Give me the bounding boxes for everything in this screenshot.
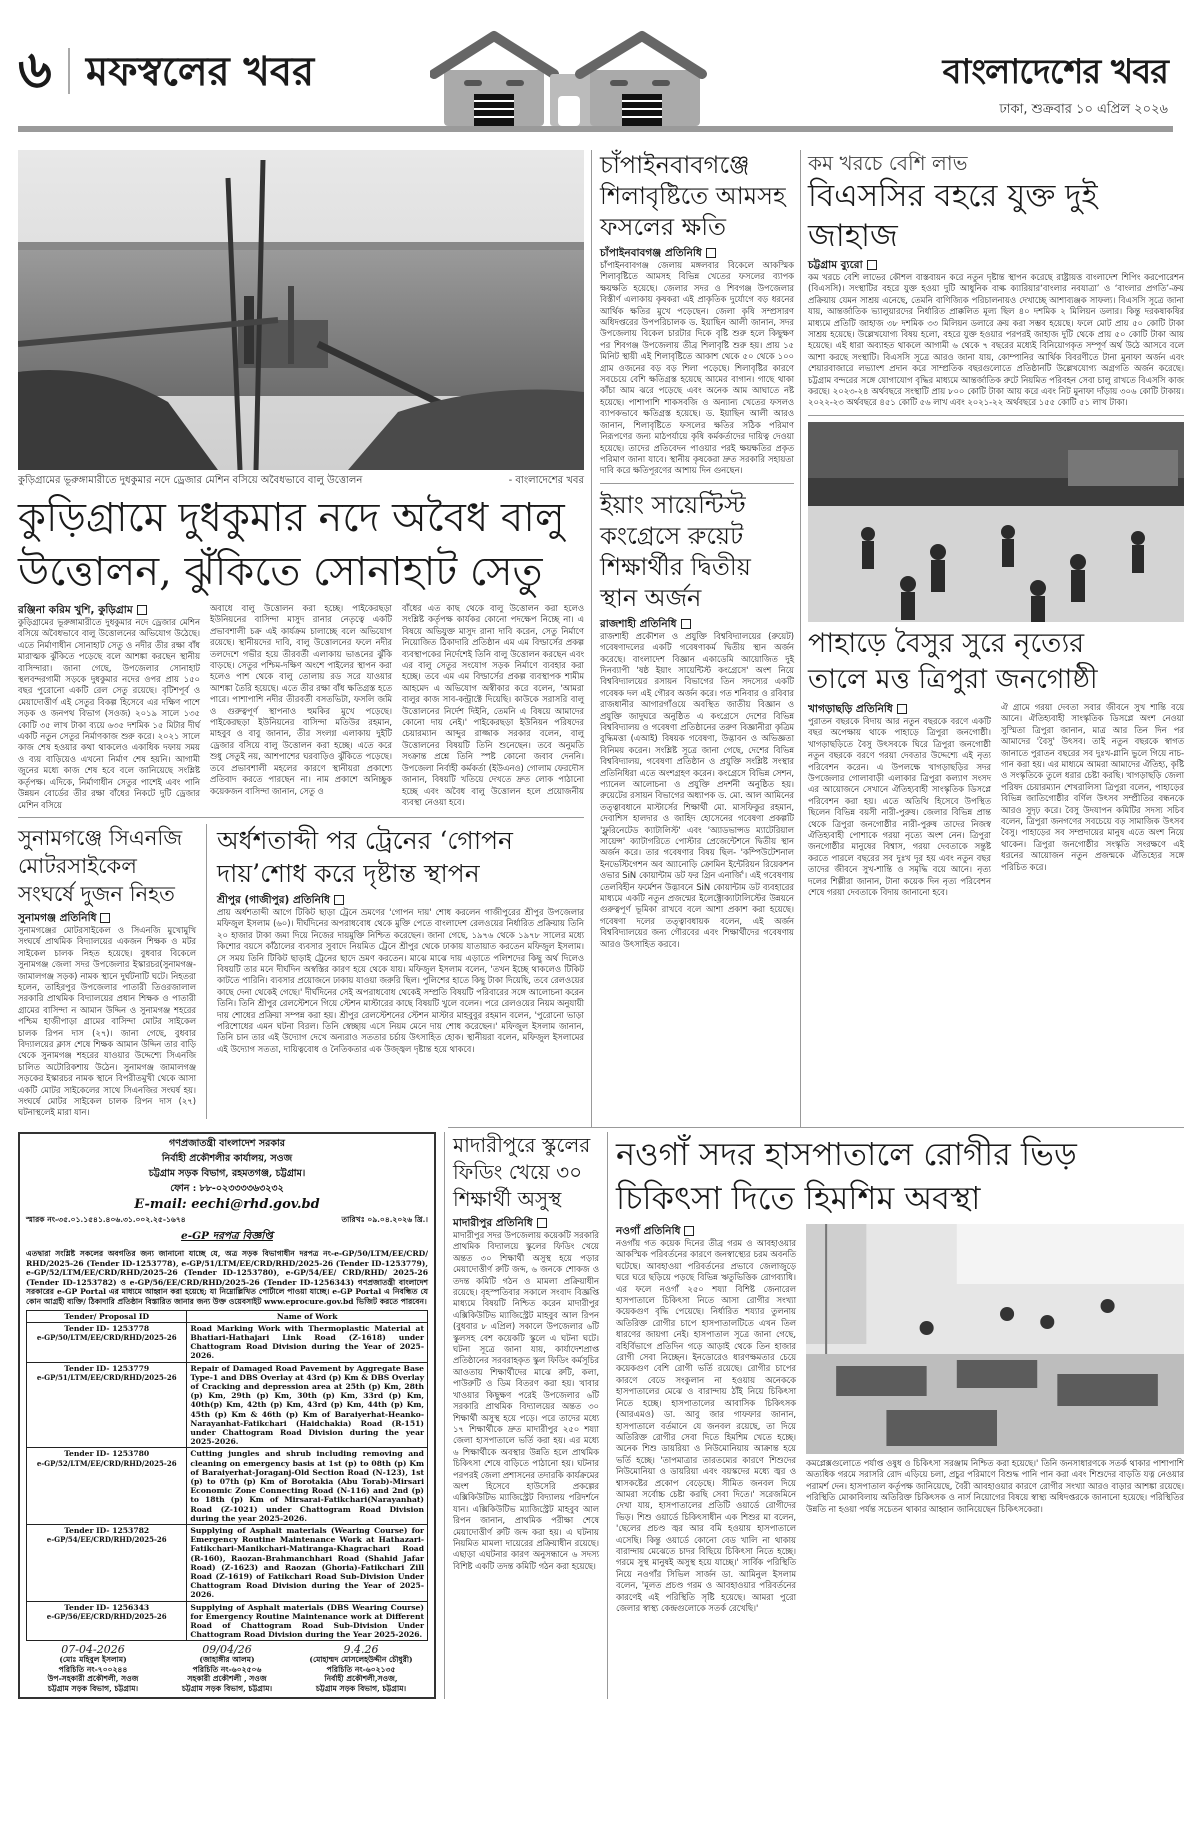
tender-id: Tender ID- 1256343 bbox=[64, 1602, 150, 1612]
section-rule bbox=[18, 817, 584, 818]
signatory-name: (মোঃ মহিবুল ইসলাম) bbox=[59, 1655, 127, 1665]
house-icon bbox=[430, 30, 710, 126]
train-headline-line2: দায়’শোধ করে দৃষ্টান্ত স্থাপন bbox=[217, 858, 480, 888]
sunamganj-byline bbox=[18, 911, 196, 925]
section-rule bbox=[600, 483, 794, 484]
ad-header-division: চট্টগ্রাম সড়ক বিভাগ, রহমতগঞ্জ, চট্টগ্রাম। bbox=[148, 1168, 306, 1179]
signatory-office: চট্টগ্রাম সড়ক বিভাগ, চট্টগ্রাম। bbox=[181, 1683, 273, 1693]
train-byline bbox=[217, 893, 584, 907]
bsc-byline-text: চট্টগ্রাম ব্যুরো bbox=[808, 259, 863, 271]
ad-memo-number: স্মারক নং-৩৫.০১.১৫৪১.৪০৬.৩১.০০২.২৫-১৬৭৪ bbox=[26, 1215, 186, 1224]
lead-headline bbox=[18, 491, 584, 599]
ad-email: E-mail: eechi@rhd.gov.bd bbox=[134, 1197, 320, 1212]
lead-byline bbox=[18, 603, 200, 617]
signatory-id: পরিচিতি নং-৬০২৫০৬ bbox=[192, 1664, 262, 1674]
naogaon-byline bbox=[616, 1224, 796, 1238]
lead-body-columns bbox=[18, 603, 584, 811]
byline-box-icon bbox=[681, 619, 691, 629]
byline-box-icon bbox=[684, 1226, 694, 1236]
tender-table-header-id: Tender/ Proposal ID bbox=[27, 1310, 187, 1322]
tender-work-cell: Road Marking Work with Thermoplastic Material at Bhatiari-Hathajari Link Road (Z-1618) under Chattogram Road Division during the Year of 2025-2026. bbox=[187, 1322, 428, 1362]
train-headline bbox=[217, 824, 584, 890]
page-number: ৬ bbox=[18, 39, 52, 100]
train-body: প্রায় অর্ধশতাব্দী আগে টিকিট ছাড়া ট্রেনে ভ্রমণের 'গোপন দায়' শোধ করলেন গাজীপুরের শ্রীপুর উপজেলার মফিজুল ইসলাম (৬০)। দীর্ঘদিনের অপরাধবোধ থেকে মুক্তি পেতে বাংলাদেশ রেলওয়ের নির্ধারিত প্রক্রিয়ায় তিনি ২০ হাজার টাকা জমা দিয়ে নিজের দায়মুক্তি নিশ্চিত করেছেন। জানা গেছে, ১৯৭৬ থেকে ১৯৭৮ সালের মধ্যে কিশোর বয়সে কাঁঠালের ব্যবসার সুবাদে নিয়মিত ট্রেনে শ্রীপুর থেকে ঢাকায় যাতায়াত করতেন মফিজুল ইসলাম। সে সময় তিনি টিকিট ছাড়াই ট্রেনের ছাদে ভ্রমণ করতেন। মাঝে মাঝে দায় এড়াতে পলিশদের কিছু অর্থ দিলেও বিষয়টি তার মনে দীর্ঘদিন অস্বস্তির কারণ হয়ে থেকে যায়। মফিজুল ইসলাম বলেন, 'তখন ইচ্ছে থাকলেও টিকিট কাটতে পারিনি। ব্যবসার প্রয়োজনে ঢাকায় যাওয়া জরুরি ছিল। পুলিশের হাতে কিছু টাকা দিয়েছি, তবে রেলওয়ের কাছে দেনা থেকেই গেছে।' দীর্ঘদিনের সেই অপরাধবোধ থেকেই সম্প্রতি বিষয়টি পরিবারের সঙ্গে আলোচনা করেন তিনি। তিনি শ্রীপুর রেলস্টেশনে গিয়ে স্টেশন মাস্টারের কাছে বিষয়টি খুলে বলেন। পরে রেলওয়ের নিয়ম অনুযায়ী দায় শোধের প্রক্রিয়া সম্পন্ন করা হয়। শ্রীপুর রেলস্টেশনের স্টেশন মাস্টার মাহবুবুর রহমান বলেন, 'পুরোনো ভাড়া পরিশোধের এমন ঘটনা বিরল। তিনি স্বেচ্ছায় এসে নিয়ম মেনে দায় শোধ করেছেন।' মফিজুল ইসলাম জানান, তিনি চান তার এই উদ্যোগ দেখে অন্যরাও সততার চর্চায় উৎসাহিত হোক। স্থানীয়রা বলেন, মফিজুল ইসলামের এই উদ্যোগ সততা, দায়িত্ববোধ ও নৈতিকতার এক উজ্জ্বল দৃষ্টান্ত হয়ে থাকবে। bbox=[217, 906, 584, 1054]
masthead-rule bbox=[18, 126, 1173, 132]
lead-photo-dredger bbox=[18, 150, 584, 470]
bsc-kicker: কম খরচে বেশি লাভ bbox=[808, 151, 968, 175]
byline-box-icon bbox=[137, 605, 147, 615]
tender-table-row bbox=[27, 1362, 428, 1448]
lead-col1-wrap bbox=[18, 603, 200, 811]
lead-byline-text: রঞ্জিনা করিম খুশি, কুড়িগ্রাম bbox=[18, 604, 133, 616]
tender-table-row bbox=[27, 1525, 428, 1602]
tender-notice-ad bbox=[18, 1132, 436, 1699]
tripura-body-columns bbox=[808, 702, 1184, 899]
chapai-byline-text: চাঁপাইনবাবগঞ্জ প্রতিনিধি bbox=[600, 247, 702, 259]
train-story bbox=[217, 824, 584, 1119]
signature-mark: 09/04/26 bbox=[202, 1643, 252, 1657]
newspaper-logo: বাংলাদেশের খবর bbox=[942, 52, 1168, 92]
tripura-headline-line2: তালে মত্ত ত্রিপুরা জনগোষ্ঠী bbox=[808, 663, 1098, 695]
naogaon-headline-line2: চিকিৎসা দিতে হিমশিম অবস্থা bbox=[616, 1179, 981, 1217]
signatory bbox=[294, 1645, 428, 1693]
ad-intro: এতদ্বারা সংশ্লিষ্ট সকলের অবগতির জন্য জানানো যাচ্ছে যে, অত্র সড়ক বিভাগাধীন দরপত্র নং-e-GP/50/LTM/EE/CRD/ RHD/2025-26 (Tender ID-1253778), e-GP/51/LTM/EE/CRD/RHD/2025-26 (Tender ID-1253779), e-GP/52/LTM/EE/CRD/RHD/2025-26 (Tender ID-1253780), e-GP/54/EE/ CRD/RHD/ 2025-26 (Tender ID-1253782) ও e-GP/56/EE/CRD/RHD/2025-26 (Tender ID-1256343) গণপ্রজাতন্ত্রী বাংলাদেশ সরকারের e-GP Portal এর মাধ্যমে আহ্বান করা হয়েছে; যা নিম্নোল্লিখিত পোর্টালে পাওয়া যাচ্ছে। e-GP Portal এ নিবন্ধিত যে কোন আগ্রহী ব্যক্তি/ ঠিকাদারি প্রতিষ্ঠান বিস্তারিত জানার জন্য উক্ত ওয়েবসাইট www.eprocure.gov.bd ভিজিট করতে পারবেন। bbox=[26, 1249, 428, 1306]
madaripur-headline: মাদারীপুরে স্কুলের ফিডিং খেয়ে ৩০ শিক্ষার্থী অসুস্থ bbox=[453, 1133, 591, 1211]
madaripur-byline-text: মাদারীপুর প্রতিনিধি bbox=[453, 1217, 533, 1229]
lead-photo-caption-row bbox=[18, 474, 584, 487]
madaripur-story bbox=[453, 1132, 599, 1572]
ad-date: তারিখঃ ০৯.০৪.২০২৬ খ্রি.। bbox=[341, 1215, 428, 1224]
ruet-body: রাজশাহী প্রকৌশল ও প্রযুক্তি বিশ্ববিদ্যালয়ের (রুয়েট) গবেষণাদলের একটি গবেষণাকর্ম দ্বিতীয় স্থান অর্জন করেছে। বাংলাদেশ বিজ্ঞান একাডেমি আয়োজিত দুই দিনব্যাপী 'ষষ্ঠ ইয়াং সায়েন্টিস্ট কংগ্রেসে' অংশ নিয়ে বিশ্ববিদ্যালয়ের রসায়ন বিভাগের তিন সদস্যের একটি গবেষক দল এই গৌরব অর্জন করে। গত শনিবার ও রবিবার রাজধানীর আগারগাঁওয়ে অবস্থিত জাতীয় বিজ্ঞান ও প্রযুক্তি জাদুঘরে অনুষ্ঠিত এ কংগ্রেসে দেশের বিভিন্ন বিশ্ববিদ্যালয় ও গবেষণা প্রতিষ্ঠানের তরুণ বিজ্ঞানীরা কৃত্রিম বুদ্ধিমত্তা (এআই) বিষয়ক গবেষণা, উদ্ভাবন ও অভিজ্ঞতা বিনিময় করেন। সংশ্লিষ্ট সূত্রে জানা গেছে, দেশের বিভিন্ন বিশ্ববিদ্যালয়, গবেষণা প্রতিষ্ঠান ও প্রযুক্তি সংশ্লিষ্ট সংস্থার প্রতিনিধিরা এতে অংশগ্রহণ করেন। কংগ্রেসে বিভিন্ন সেশন, প্যানেল আলোচনা ও প্রযুক্তি প্রদর্শনী অনুষ্ঠিত হয়। রুয়েটের রসায়ন বিভাগের অধ্যাপক ড. মো. আল আমিনের তত্ত্বাবধানে মাস্টার্সের শিক্ষার্থী মো. মাসফিকুর রহমান, দেবাশিস হালদার ও জাহিদ হোসেনের গবেষণা প্রকল্পটি 'ফ্লুরিনেটেড ক্যাটালিস্ট' এবং 'অ্যাডভান্সড ম্যাটেরিয়াল সায়েন্স' ক্যাটাগরিতে পোস্টার প্রেজেন্টেশনে দ্বিতীয় স্থান অর্জন করে। তার গবেষণার বিষয় ছিল- 'কম্পিউটেশনাল ইনভেস্টিগেশন অব অ্যানোড়ি ক্রোমিন ইন্টেরিয়ন রিয়েকশন ওভার SiN কোয়ান্টাম ডট ফর গ্রিন এনার্জি'। এই গবেষণায় তেলবিহীন ফর্মেশন উদ্ভাবনে SiN কোয়ান্টাম ডট ব্যবহারের মাধ্যমে একটি নতুন প্রজন্মের ইলেক্ট্রোক্যাটালিস্টের উন্নয়নে গুরুত্বপূর্ণ ভূমিকা রাখবে বলে আশা প্রকাশ করা হয়েছে। গবেষণা দলের তত্ত্বাবধায়ক বলেন, এই অর্জন বিশ্ববিদ্যালয়ের জন্য গৌরবের এবং শিক্ষার্থীদের গবেষণায় আরও উৎসাহিত করবে। bbox=[600, 630, 794, 949]
signatory bbox=[26, 1645, 160, 1693]
bottom-row bbox=[18, 1132, 1184, 1699]
tripura-dance-photo bbox=[808, 422, 1184, 622]
signature-mark: 07-04-2026 bbox=[61, 1643, 125, 1657]
ad-signatures bbox=[26, 1645, 428, 1693]
second-row bbox=[18, 824, 584, 1119]
byline-box-icon bbox=[334, 895, 344, 905]
sunamganj-byline-text: সুনামগঞ্জ প্রতিনিধি bbox=[18, 911, 97, 924]
sunamganj-headline: সুনামগঞ্জে সিএনজি মোটরসাইকেল সংঘর্ষে দুজন নিহত bbox=[18, 825, 183, 906]
tender-ref: e-GP/50/LTM/EE/CRD/RHD/2025-26 bbox=[36, 1332, 177, 1342]
naogaon-headline bbox=[616, 1132, 1184, 1220]
bsc-headline: বিএসসির বহরে যুক্ত দুই জাহাজ bbox=[808, 178, 1098, 254]
lead-photo-caption: কুড়িগ্রামের ভূরুঙ্গামারীতে দুধকুমার নদে ড্রেজার মেশিন বসিয়ে অবৈধভাবে বালু উত্তোলন bbox=[18, 475, 363, 486]
section-rule bbox=[808, 415, 1184, 416]
hospital-ward-photo bbox=[806, 1224, 1184, 1454]
tender-id-cell bbox=[27, 1601, 187, 1641]
byline-box-icon bbox=[867, 260, 877, 270]
tripura-headline bbox=[808, 626, 1184, 698]
middle-column bbox=[600, 150, 794, 950]
ad-phone: ফোন : ৮৮-০২৩৩৩৩৬৩২৩২ bbox=[170, 1183, 284, 1194]
tender-id: Tender ID- 1253779 bbox=[64, 1363, 150, 1373]
tender-work-cell: Supplying of Asphalt materials (Wearing Course) for Emergency Routine Maintenance Work at Hathazari-Fatikchari-Manikchari-Matiranga-Khagrachari Road (R-160), Raozan-Brahmanchhari Road (Shahid Jafar Road) (Z-1623) and Raozan (Ghoria)-Fatikchari Zill Road (Z-1619) of Fatikchari Road Sub-Division Under Chattogram Road Division during the Year of 2025-2026. bbox=[187, 1525, 428, 1602]
column-divider bbox=[444, 1132, 445, 1699]
sunamganj-body: সুনামগঞ্জের মোটরসাইকেল ও সিএনজি মুখোমুখি সংঘর্ষে প্রাথমিক বিদ্যালয়ের একজন শিক্ষক ও মটর সাইকেল চালক নিহত হয়েছে। বুধবার বিকেলে সুনামগঞ্জ জেলা সদর উপজেলার ইস্কারচর(সুনামগঞ্জ- জামালগঞ্জ সড়ক) নামক স্থানে দুর্ঘটনাটি ঘটে। নিহতরা হলেন, তাহিরপুর উপজেলার পাতারী তিওরজালাল সরকারি প্রাথমিক বিদ্যালয়ের প্রধান শিক্ষক ও পাতারী গ্রামের বাসিন্দা ন আমান উদ্দিন ও সুনামগঞ্জ শহরের পশ্চিম হাজীপাড়া গ্রামের বাসিন্দা মোটর সাইকেল চালক রিপন দাস (২৭)। জানা গেছে, বুধবার বিদ্যালয়ের ক্লাস শেষে শিক্ষক আমান উদ্দিন তার বাড়ি থেকে সুনামগঞ্জ শহরের যাওয়ার উদ্দেশ্যে সিএনজি চালিত অটোরিকশায় উঠেন। সুনামগঞ্জ জামালগঞ্জ সড়কের ইস্কারচর নামক স্থানে বিপরীতমুখী থেকে আসা একটি মোটর সাইকেলের সাথে সিএনজির সংঘর্ষ হয়। সংঘর্ষে মোটর সাইকেল চালক রিপন দাস (২৭) ঘটনাস্থলেই মারা যান। bbox=[18, 924, 196, 1118]
madaripur-body: মাদারীপুর সদর উপজেলায় কয়েকটি সরকারি প্রাথমিক বিদ্যালয়ে স্কুলের ফিডিং খেয়ে অন্তত ৩০ শিক্ষার্থী অসুস্থ হয়ে পড়ার মেয়াদোত্তীর্ণ রুটি জব্দ, ৬ জনকে শোকজ ও তদন্ত কমিটি গঠন ও মামলা প্রক্রিয়াধীন রয়েছে। বৃহস্পতিবার সকালে সংবাদ বিজ্ঞপ্তি মাধ্যমে বিষয়টি নিশ্চিত করেন মাদারীপুর এক্সিকিউটিভ ম্যাজিস্ট্রেট মাহবুব আল রিপন (বুধবার ৮ এপ্রিল) সকালে উপজেলার ৬টি স্কুলসহ বেশ কয়েকটি স্কুলে এ ঘটনা ঘটে। ঘটনা সূত্রে জানা যায়, কার্যাদেশপ্রাপ্ত প্রতিষ্ঠানের সরবরাহকৃত স্কুল ফিডিং কর্মসূচির আওতায় শিক্ষার্থীদের মাঝে রুটি, কলা, পাউরুটি ও ডিম বিতরণ করা হয়। খাবার খাওয়ার কিছুক্ষণ পরেই উপজেলার ৬টি সরকারি প্রাথমিক বিদ্যালয়ের অন্তত ৩০ শিক্ষার্থী অসুস্থ হয়ে পড়ে। পরে তাদের মধ্যে ১৭ শিক্ষার্থীকে দ্রুত মাদারীপুর ২৫০ শয্যা জেলা হাসপাতালে ভর্তি করা হয়। এর মধ্যে ৬ শিক্ষার্থীকে অবস্থার উন্নতি হলে প্রাথমিক চিকিৎসা শেষে বাড়িতে পাঠানো হয়। ঘটনার পরপরই জেলা প্রশাসনের তদারকি কার্যক্রমের অংশ হিসেবে হাউসেরি প্রকল্পের এক্সিকিউটিভ ম্যাজিস্ট্রেট বিদ্যালয় পরিদর্শনে যান। এক্সিকিউটিভ ম্যাজিস্ট্রেট মাহবুব আল রিপন জানান, প্রাথমিক পরীক্ষা শেষে মেয়াদোত্তীর্ণ রুটি জব্দ করা হয়। এ ঘটনায় নিয়মিত মামলা দায়েরের প্রক্রিয়াধীন রয়েছে। এছাড়া এঘটনার কারণ অনুসন্ধানে ৬ সদস্য বিশিষ্ট একটি তদন্ত কমিটি গঠন করা হয়েছে। bbox=[453, 1230, 599, 1571]
tender-ref: e-GP/54/EE/CRD/RHD/2025-26 bbox=[46, 1535, 167, 1545]
signatory-title: উপ-সহকারী প্রকৌশলী, সওজ bbox=[47, 1674, 139, 1684]
tender-id: Tender ID- 1253782 bbox=[64, 1526, 150, 1536]
ruet-byline-text: রাজশাহী প্রতিনিধি bbox=[600, 617, 677, 630]
tender-table-row bbox=[27, 1601, 428, 1641]
ad-title: e-GP দরপত্র বিজ্ঞপ্তি bbox=[181, 1230, 273, 1242]
ruet-headline: ইয়াং সায়েন্টিস্ট কংগ্রেসে রুয়েট শিক্ষার্থীর দ্বিতীয় স্থান অর্জন bbox=[600, 490, 751, 612]
signature-mark: 9.4.26 bbox=[343, 1643, 379, 1657]
tender-ref: e-GP/52/LTM/EE/CRD/RHD/2025-26 bbox=[36, 1458, 177, 1468]
train-headline-line1: অর্ধশতাব্দী পর ট্রেনের ‘গোপন bbox=[217, 825, 513, 855]
lead-headline-line1: কুড়িগ্রামে দুধকুমার নদে অবৈধ বালু bbox=[18, 495, 565, 541]
lead-photo-credit: - বাংলাদেশের খবর bbox=[508, 475, 584, 486]
naogaon-headline-line1: নওগাঁ সদর হাসপাতালে রোগীর ভিড় bbox=[616, 1135, 1077, 1173]
bsc-byline bbox=[808, 258, 1184, 272]
tender-work-cell: Cutting jungles and shrub including removing and cleaning on emergency basis at 1st (p) to 08th (p) Km of Baraiyerhat-Joraganj-Old Section Road (N-123), 1st (p) to 07th (p) Km of Borotakia (Abu Torab)-Mirsari Economic Zone Connecting Road (N-116) and 2nd (p) to 18th (p) Km of Mirsarai-Fatikchari(Narayanhat) Road (Z-1021) under Chattogram Road Division during the year 2025-2026. bbox=[187, 1448, 428, 1525]
signatory-name: (জাহাঙ্গীর আলম) bbox=[199, 1655, 255, 1665]
ad-header-govt: গণপ্রজাতন্ত্রী বাংলাদেশ সরকার bbox=[169, 1138, 285, 1149]
tender-table-header-work: Name of Work bbox=[187, 1310, 428, 1322]
bsc-body: কম খরচে বেশি লাভের কৌশল বাস্তবায়ন করে নতুন দৃষ্টান্ত স্থাপন করেছে রাষ্ট্রায়ত্ত বাংলাদেশ শিপিং করপোরেশন (বিএসসি)। সংস্থাটির বহরে যুক্ত হওয়া দুটি আধুনিক বাল্ক ক্যারিয়ার‘বাংলার নবযাত্রা’ ও ‘বাংলার প্রগতি’-ক্রয় প্রক্রিয়ায় যেমন সাশ্রয় এনেছে, তেমনি বাণিজ্যিক পরিচালনায়ও দেখাচ্ছে আশাব্যঞ্জক সাফল্য। বিএসসি সূত্রে জানা যায়, আন্তর্জাতিক ভ্যালুয়ারদের নির্ধারিত প্রাক্কলিত মূল্য ছিল ৪০ দশমিক ২ মিলিয়ন ডলার। কিন্তু দরকষাকষির মাধ্যমে প্রতিটি জাহাজ ৩৮ দশমিক ৩৩ মিলিয়ন ডলারে ক্রয় করা সম্ভব হয়েছে। ফলে মোট প্রায় ৫০ কোটি টাকা সাশ্রয় হয়েছে। উল্লেখযোগ্য বিষয় হলো, বহরে যুক্ত হওয়ার পরপরই জাহাজ দুটি থেকে প্রায় ৫০ কোটি টাকা আয় হয়েছে। এই ধারা অব্যাহত থাকলে আগামী ৬ থেকে ৭ বছরের মধ্যেই বিনিয়োগকৃত সম্পূর্ণ অর্থ উঠে আসবে বলে আশা করছে সংস্থাটি। বিএসসি সূত্রে আরও জানা যায়, কোম্পানির আর্থিক বিবরণীতে টানা মুনাফা অর্জন এবং শেয়ারবাজারে লভ্যাংশ প্রদান করে সাম্প্রতিক বছরগুলোতে প্রতিষ্ঠানটি উল্লেখযোগ্য অগ্রগতি অর্জন করেছে। চট্টগ্রাম বন্দরের সঙ্গে যোগাযোগ বৃদ্ধির মাধ্যমে আন্তর্জাতিক রুটে নিয়মিত পরিবহন সেবা চালু রাখতে বিএসসি কাজ করছে। ২০২৩-২৪ অর্থবছরে সংস্থাটি প্রায় ৮০০ কোটি টাকা আয় করে এবং নিট মুনাফা দাঁড়ায় ৩০৬ কোটি টাকায়। ২০২২-২৩ অর্থবছরে ৪৫১ কোটি ৫৬ লাখ এবং ২০২১-২২ অর্থবছরে ১৫৫ কোটি ৫১ লাখ টাকা। bbox=[808, 272, 1184, 408]
chapai-byline bbox=[600, 246, 794, 260]
column-divider bbox=[607, 1132, 608, 1699]
signatory-office: চট্টগ্রাম সড়ক বিভাগ, চট্টগ্রাম। bbox=[47, 1683, 139, 1693]
tender-table-row bbox=[27, 1322, 428, 1362]
tender-work-cell: Supplying of Asphalt materials (DBS Wearing Course) for Emergency Routine Maintenance work at Different Road of Chattogram Road Sub-Division Under Chattogram Road Division during the Year 2025-2026. bbox=[187, 1601, 428, 1641]
naogaon-story bbox=[616, 1132, 1184, 1614]
byline-box-icon bbox=[897, 704, 907, 714]
signatory bbox=[160, 1645, 294, 1693]
tender-id-cell bbox=[27, 1525, 187, 1602]
tender-id: Tender ID- 1253780 bbox=[64, 1449, 150, 1459]
tender-id-cell bbox=[27, 1322, 187, 1362]
tender-ref: e-GP/51/LTM/EE/CRD/RHD/2025-26 bbox=[36, 1372, 177, 1382]
lead-story bbox=[18, 150, 584, 1119]
ruet-byline bbox=[600, 617, 794, 631]
tripura-col1-wrap bbox=[808, 702, 991, 899]
right-column bbox=[808, 150, 1184, 898]
lead-body-col3: বাঁধের এত কাছ থেকে বালু উত্তোলন করা হলেও সংশ্লিষ্ট কর্তৃপক্ষ কার্যকর কোনো পদক্ষেপ নিচ্ছে না। এ বিষয়ে অভিযুক্ত মাসুদ রানা দাবি করেন, সেতু নির্মাণে নিয়োজিত ঠিকাদারি প্রতিষ্ঠান এম এম বিল্ডার্সের প্রকল্প ব্যবস্থাপকের নির্দেশেই তিনি বালু উত্তোলন করছেন এবং এর বালু সেতুর সংযোগ সড়ক নির্মাণে ব্যবহার করা হচ্ছে। তবে এম এম বিল্ডার্সের প্রকল্প ব্যবস্থাপক শামীম আহমেদ এ অভিযোগ অস্বীকার করে বলেন, 'আমরা বালুর কাজ সাব-কন্ট্রাক্টে দিয়েছি। কাউকে সরাসরি বালু উত্তোলনের নির্দেশ দিইনি, তেমনি এ বিষয়ে আমাদের কোনো দায় নেই।' পাইকেরছড়া ইউনিয়ন পরিষদের চেয়ারম্যান আব্দুর রাজ্জাক সরকার বলেন, বালু উত্তোলনের বিষয়টি তিনি শুনেছেন। তবে অনুমতি সংক্রান্ত প্রশ্নে তিনি স্পষ্ট কোনো জবাব দেননি। উপজেলা নির্বাহী কর্মকর্তা (ইউএনও) গোলাম ফেরদৌস জানান, বিষয়টি খতিয়ে দেখতে দ্রুত লোক পাঠানো হচ্ছে এবং অবৈধ বালু উত্তোলন হলে প্রয়োজনীয় ব্যবস্থা নেওয়া হবে। bbox=[402, 603, 584, 807]
signatory-id: পরিচিতি নং-৭০০২৪৪ bbox=[58, 1664, 128, 1674]
chapai-body: চাঁপাইনবাবগঞ্জ জেলায় মঙ্গলবার বিকেলে আকস্মিক শিলাবৃষ্টিতে আমসহ বিভিন্ন খেতের ফসলের ব্যাপক ক্ষয়ক্ষতি হয়েছে। জেলার সদর ও শিবগঞ্জ উপজেলার বিস্তীর্ণ এলাকায় কৃষকরা এই প্রাকৃতিক দুর্যোগে বড় ধরনের আর্থিক ক্ষতির মুখে পড়েছেন। জেলা কৃষি সম্প্রসারণ অধিদপ্তরের উপপরিচালক ড. ইয়াছিন আলী জানান, সদর উপজেলায় বিকেল চারটার দিকে বৃষ্টি শুরু হলে কিছুক্ষণ পর শিবগঞ্জ উপজেলায় তীব্র শিলাবৃষ্টি শুরু হয়। প্রায় ১৫ মিনিট স্থায়ী এই শিলাবৃষ্টিতে আকাশ থেকে ৫০ থেকে ১০০ গ্রাম ওজনের বড় বড় শিলা পড়েছে। শিলাবৃষ্টির কারণে সবচেয়ে বেশি ক্ষতিগ্রস্ত হয়েছে আমের বাগান। গাছে থাকা কাঁচা আম ঝরে পড়েছে এবং অনেক আম আঘাতে নষ্ট হয়েছে। পাশাপাশি শাকসবজি ও অন্যান্য খেতের ফসলও ব্যাপকভাবে ক্ষতিগ্রস্ত হয়েছে। ড. ইয়াছিন আলী আরও জানান, শিলাবৃষ্টিতে ফসলের ক্ষতির সঠিক পরিমাণ নিরূপণের জন্য মাঠপর্যায়ে কৃষি কর্মকর্তাদের দায়িত্ব দেওয়া হয়েছে। তাদের প্রতিবেদন পাওয়ার পরই ক্ষয়ক্ষতির প্রকৃত পরিমাণ জানা যাবে। স্থানীয় কৃষকেরা দ্রুত সরকারি সহায়তা দাবি করে ক্ষতিপূরণের আশায় দিন গুনছেন। bbox=[600, 260, 794, 476]
bottom-band bbox=[18, 1127, 1184, 1699]
tripura-body-col1: পুরাতন বছরকে বিদায় আর নতুন বছরকে বরণে একটি বছর অপেক্ষায় থাকে পাহাড়ে ত্রিপুরা জনগোষ্ঠী। খাগড়াছড়িতে বৈসু উৎসবকে ঘিরে ত্রিপুরা জনগোষ্ঠী নতুন বছরকে বরণে গরয়া দেবতার উদ্দেশ্যে এই নৃত্য পরিবেশন করেন। এ উপলক্ষে খাগড়াছড়ির সদর উপজেলার গোলাবাড়ী এলাকার ত্রিপুরা কল্যাণ সংসদ এর আয়োজনে সেখানে ঐতিহ্যবাহী সাংস্কৃতিক ডিসপ্লে পরিবেশন করা হয়। এতে অতিথি হিসেবে উপস্থিত ছিলেন বিভিন্ন বয়সী নারী-পুরুষ। জেলার বিভিন্ন প্রান্ত থেকে ত্রিপুরা জনগোষ্ঠীর নারী-পুরুষ তাদের নিজস্ব ঐতিহ্যবাহী পোশাকে গরয়া নৃত্যে অংশ নেন। ত্রিপুরা জনগোষ্ঠীর মানুষের বিশ্বাস, গরয়া দেবতাকে সন্তুষ্ট করতে পারলে বছরের সব দুঃখ দূর হয় এবং নতুন বছর তাদের জীবনে সুখ-শান্তি ও সমৃদ্ধি বয়ে আনে। নৃত্য দলের শিল্পীরা জানান, টানা কয়েক দিন নৃত্য পরিবেশন শেষে গরয়া দেবতাকে বিদায় জানানো হবে। bbox=[808, 715, 991, 897]
tender-id-cell bbox=[27, 1448, 187, 1525]
lead-body-col2: অবাধে বালু উত্তোলন করা হচ্ছে। পাইকেরছড়া ইউনিয়নের বাসিন্দা মাসুদ রানার নেতৃত্বে একটি প্রভাবশালী চক্র এই কার্যক্রম চালাচ্ছে বলে অভিযোগ রয়েছে। স্থানীয়দের দাবি, বালু উত্তোলনের ফলে নদীর তলদেশে গভীর হয়ে তীরবর্তী এলাকায় ভাঙনের ঝুঁকি বাড়ছে। সেতুর পশ্চিম-দক্ষিণ অংশে পাইলের স্থাপন করা হলেও পাশ থেকে বালু তোলায় রড সরে যাওয়ার আশঙ্কা তৈরি হয়েছে। এতে তীর রক্ষা বাঁধ ক্ষতিগ্রস্ত হতে পারে। পাশাপাশি নদীর তীরবর্তী বসতভিটা, ফসলি জমি ও গুরুত্বপূর্ণ স্থাপনাও হুমকির মুখে পড়েছে। পাইকেরছড়া ইউনিয়নের বাসিন্দা মতিউর রহমান, মাহবুব ও বাবু জানান, তীর সংলগ্ন এলাকায় দুইটি ড্রেজার বসিয়ে বালু উত্তোলন করা হচ্ছে। এতে করে শুধু সেতুই নয়, আশপাশের ঘরবাড়িও ঝুঁকিতে পড়েছে। তবে প্রভাবশালী মহলের কারণে স্থানীয়রা প্রকাশ্যে প্রতিবাদ করতে পারছেন না। নাম প্রকাশে অনিচ্ছুক কয়েকজন বাসিন্দা জানান, সেতু ও bbox=[210, 603, 392, 796]
tripura-headline-line1: পাহাড়ে বৈসুর সুরে নৃত্যের bbox=[808, 627, 1085, 659]
tender-work-cell: Repair of Damaged Road Pavement by Aggregate Base Type-1 and DBS Overlay at 43rd (p) Km & DBS Overlay of Cracking and depression area at 25th (p) Km, 28th (p) Km, 29th (p) Km, 30th (p) Km, 33rd (p) Km, 40th(p) Km, 42th (p) Km, 43rd (p) Km, 44th (p) Km, 45th (p) Km & 46th (p) Km of Baraiyerhat-Heanko-Narayanhat-Fatikchari (Haidchakia) Road (R-151) under Chattogram Road Division during the year 2025-2026. bbox=[187, 1362, 428, 1448]
naogaon-right-wrap bbox=[806, 1224, 1184, 1515]
naogaon-col1-wrap bbox=[616, 1224, 796, 1614]
column-divider bbox=[591, 150, 592, 1127]
naogaon-byline-text: নওগাঁ প্রতিনিধি bbox=[616, 1225, 681, 1237]
chapai-headline: চাঁপাইনবাবগঞ্জে শিলাবৃষ্টিতে আমসহ ফসলের ক্ষতি bbox=[600, 151, 786, 241]
tender-id-cell bbox=[27, 1362, 187, 1448]
lead-body-col1: কুড়িগ্রামের ভূরুঙ্গামারীতে দুধকুমার নদে ড্রেজার মেশিন বসিয়ে অবৈধভাবে বালু উত্তোলনের অভিযোগ উঠেছে। এতে নির্মাণাধীন সোনাহাট সেতু ও নদীর তীর রক্ষা বাঁধ মারাত্মক ঝুঁকিতে পড়েছে বলে আশঙ্কা করছেন স্থানীয় বাসিন্দারা। জানা গেছে, উপজেলার সোনাহাট স্থলবন্দরগামী সড়কে দুধকুমার নদের ওপর প্রায় ১৫০ বছর পুরোনো একটি রেল সেতু রয়েছে। বৃটিশপূর্ব ও মেয়াদোত্তীর্ণ এই সেতুর বিকল্প হিসেবে এর দক্ষিণ পাশে সড়ক ও জনপথ বিভাগ (সওজ) ২০১৯ সালে ১৩৫ কোটি ৩৫ লাখ টাকা ব্যয়ে ৬৩৫ দশমিক ১৫ মিটার দীর্ঘ একটি নতুন সেতুর নির্মাণকাজ শুরু করে। ২০২১ সালে কাজ শেষ হওয়ার কথা থাকলেও একাধিক দফায় সময় ও ব্যয় বাড়িয়েও এখনো নির্মাণ শেষ হয়নি। আগামী জুনের মধ্যে কাজ শেষ হবে বলে জানিয়েছে সংশ্লিষ্ট কর্তৃপক্ষ। এদিকে, নির্মাণাধীন সেতুর পাশেই এবং পানি উন্নয়ন বোর্ডের তীর রক্ষা বাঁধের নিকটে দুটি ড্রেজার মেশিন বসিয়ে bbox=[18, 617, 200, 810]
dateline: ঢাকা, শুক্রবার ১০ এপ্রিল ২০২৬ bbox=[999, 102, 1168, 117]
masthead-divider bbox=[68, 48, 70, 94]
tripura-byline bbox=[808, 702, 991, 716]
naogaon-body: নওগাঁয় গত কয়েক দিনের তীব্র গরম ও আবহাওয়ার আকস্মিক পরিবর্তনের কারণে জনস্বাস্থ্যের চরম অবনতি ঘটেছে। আবহাওয়া পরিবর্তনের প্রভাবে জেলাজুড়ে ঘরে ঘরে ছড়িয়ে পড়ছে বিভিন্ন ঋতুভিত্তিক রোগব্যাধি। এর ফলে নওগাঁ ২৫০ শয্যা বিশিষ্ট জেনারেল হাসপাতালে চিকিৎসা নিতে আসা রোগীর সংখ্যা কয়েকগুণ বৃদ্ধি পেয়েছে। নির্ধারিত শয্যার তুলনায় অতিরিক্ত রোগীর চাপে হাসপাতালটিতে এখন তিল ধারণের জায়গা নেই। হাসপাতাল সূত্রে জানা গেছে, বহির্বিভাগে প্রতিদিন গড়ে আড়াই থেকে তিন হাজার রোগী সেবা নিচ্ছেন। ইনডোরেও ধারণক্ষমতার চেয়ে কয়েকগুণ বেশি রোগী ভর্তি রয়েছে। রোগীর চাপের কারণে বেডে সংকুলান না হওয়ায় অনেককে হাসপাতালের মেঝে ও বারান্দায় ঠাঁই নিয়ে চিকিৎসা নিতে হচ্ছে। হাসপাতালের আবাসিক চিকিৎসক (আরএমও) ডা. আবু জার গাফফার জানান, হাসপাতালে বর্তমানে যে জনবল রয়েছে, তা দিয়ে অতিরিক্ত রোগীর সেবা দিতে হিমশিম খেতে হচ্ছে। অনেক শিশু ডায়রিয়া ও নিউমোনিয়ায় আক্রান্ত হয়ে ভর্তি হচ্ছে। 'তাপমাত্রার তারতম্যের কারণে শিশুদের নিউমোনিয়া ও ডায়রিয়া এবং বয়স্কদের মধ্যে জ্বর ও শ্বাসকষ্টের প্রকোপ বেড়েছে। সীমিত জনবল দিয়ে আমরা সর্বোচ্চ চেষ্টা করছি সেবা দিতে।' সরেজমিনে দেখা যায়, হাসপাতালের প্রতিটি ওয়ার্ডে রোগীদের ভিড়। শিশু ওয়ার্ডে চিকিৎসাধীন এক শিশুর মা বলেন, 'ছেলের প্রচণ্ড জ্বর আর বমি হওয়ায় হাসপাতালে এসেছি। কিন্তু ওয়ার্ডে কোনো বেড খালি না থাকায় বারান্দায় মেঝেতে চাদর বিছিয়ে চিকিৎসা নিতে হচ্ছে। গরমে সুস্থ মানুষই অসুস্থ হয়ে যাচ্ছে।' সার্বিক পরিস্থিতি নিয়ে নওগাঁর সিভিল সার্জন ডা. আমিনুল ইসলাম বলেন, 'মূলত প্রচণ্ড গরম ও আবহাওয়ার পরিবর্তনের কারণেই এই পরিস্থিতি সৃষ্টি হয়েছে। আমরা পুরো জেলার স্বাস্থ্য কেন্দ্রগুলোকে সতর্ক রেখেছি।' bbox=[616, 1238, 796, 1613]
signatory-id: পরিচিতি নং-৬০২১৩৫ bbox=[326, 1664, 396, 1674]
signatory-office: চট্টগ্রাম সড়ক বিভাগ, চট্টগ্রাম। bbox=[315, 1683, 407, 1693]
naogaon-body-row bbox=[616, 1224, 1184, 1614]
signatory-title: সহকারী প্রকৌশলী , সওজ bbox=[187, 1674, 267, 1684]
tripura-body-col2: ঐ গ্রামে গরয়া দেবতা সবার জীবনে সুখ শান্তি বয়ে আনে। ঐতিহ্যবাহী সাংস্কৃতিক ডিসপ্লে অংশ নেওয়া সুস্মিতা ত্রিপুরা জানান, মাত্র আর তিন দিন পর আমাদের 'বৈসু' উৎসব। তাই নতুন বছরকে স্বাগত জানাতে পুরাতন বছরের সব দুঃখ-গ্লানি ভুলে গিয়ে নাচ-গান করা হয়। এর মাধ্যমে আমরা আমাদের ঐতিহ্য, কৃষ্টি ও সংস্কৃতিকে তুলে ধরার চেষ্টা করছি। খাগড়াছড়ি জেলা পরিষদ চেয়ারম্যান শেখরালিসা ত্রিপুরা বলেন, পাহাড়ের বিভিন্ন জাতিগোষ্ঠীর বর্ণিল উৎসব সম্প্রীতির বন্ধনকে আরও সুদৃঢ় করে। বৈসু উদযাপন কমিটির সদস্য সচিব বলেন, ত্রিপুরা জনগণের সবচেয়ে বড় সামাজিক উৎসব বৈসু। পাহাড়ের সব সম্প্রদায়ের মানুষ এতে অংশ নিয়ে থাকেন। ত্রিপুরা জনগোষ্ঠীর সংস্কৃতি সংরক্ষণে এই ধরনের আয়োজন নতুন প্রজন্মকে ঐতিহ্যের সঙ্গে পরিচিত করে। bbox=[1001, 701, 1184, 872]
naogaon-body-col4: কমপ্লেক্সগুলোতে পর্যাপ্ত ওষুধ ও চিকিৎসা সরঞ্জাম নিশ্চিত করা হয়েছে।' তিনি জনসাধারণকে সতর্ক থাকার পাশাপাশি অত্যধিক গরমে সরাসরি রোদ এড়িয়ে চলা, প্রচুর পরিমাণে বিশুদ্ধ পানি পান করা এবং শিশুদের বাড়তি যত্ন নেওয়ার পরামর্শ দেন। হাসপাতাল কর্তৃপক্ষ জানিয়েছে, বৈরী আবহাওয়ার কারণে রোগীর সংখ্যা আরও বাড়ার আশঙ্কা রয়েছে। পরিস্থিতি মোকাবিলায় অতিরিক্ত চিকিৎসক ও নার্স নিয়োগের বিষয়ে স্বাস্থ্য অধিদপ্তরকে জানানো হয়েছে। পরিস্থিতির উন্নতি না হওয়া পর্যন্ত সচেতন থাকার আহ্বান জানিয়েছেন চিকিৎসকেরা। bbox=[806, 1458, 1184, 1514]
tender-table-row bbox=[27, 1448, 428, 1525]
column-divider bbox=[206, 824, 207, 1119]
tender-ref: e-GP/56/EE/CRD/RHD/2025-26 bbox=[46, 1611, 167, 1621]
byline-box-icon bbox=[100, 913, 110, 923]
signatory-title: নির্বাহী প্রকৌশলী,সওজ, bbox=[324, 1674, 398, 1684]
sunamganj-story bbox=[18, 824, 196, 1119]
section-rule bbox=[448, 1127, 1184, 1128]
section-title: মফস্বলের খবর bbox=[86, 48, 315, 95]
ad-header-office: নির্বাহী প্রকৌশলীর কার্যালয়, সওজ bbox=[161, 1153, 293, 1164]
column-divider bbox=[800, 150, 801, 1127]
tender-table bbox=[26, 1310, 428, 1642]
signatory-name: (মোহাম্মদ মোসলেহউদ্দীন চৌধুরী) bbox=[309, 1655, 413, 1665]
lead-headline-line2: উত্তোলন, ঝুঁকিতে সোনাহাট সেতু bbox=[18, 549, 543, 595]
train-byline-text: শ্রীপুর (গাজীপুর) প্রতিনিধি bbox=[217, 893, 330, 906]
tender-id: Tender ID- 1253778 bbox=[64, 1323, 150, 1333]
byline-box-icon bbox=[537, 1218, 547, 1228]
tripura-byline-text: খাগড়াছড়ি প্রতিনিধি bbox=[808, 702, 893, 715]
ad-memo-row bbox=[26, 1214, 428, 1227]
madaripur-byline bbox=[453, 1216, 599, 1230]
byline-box-icon bbox=[706, 248, 716, 258]
